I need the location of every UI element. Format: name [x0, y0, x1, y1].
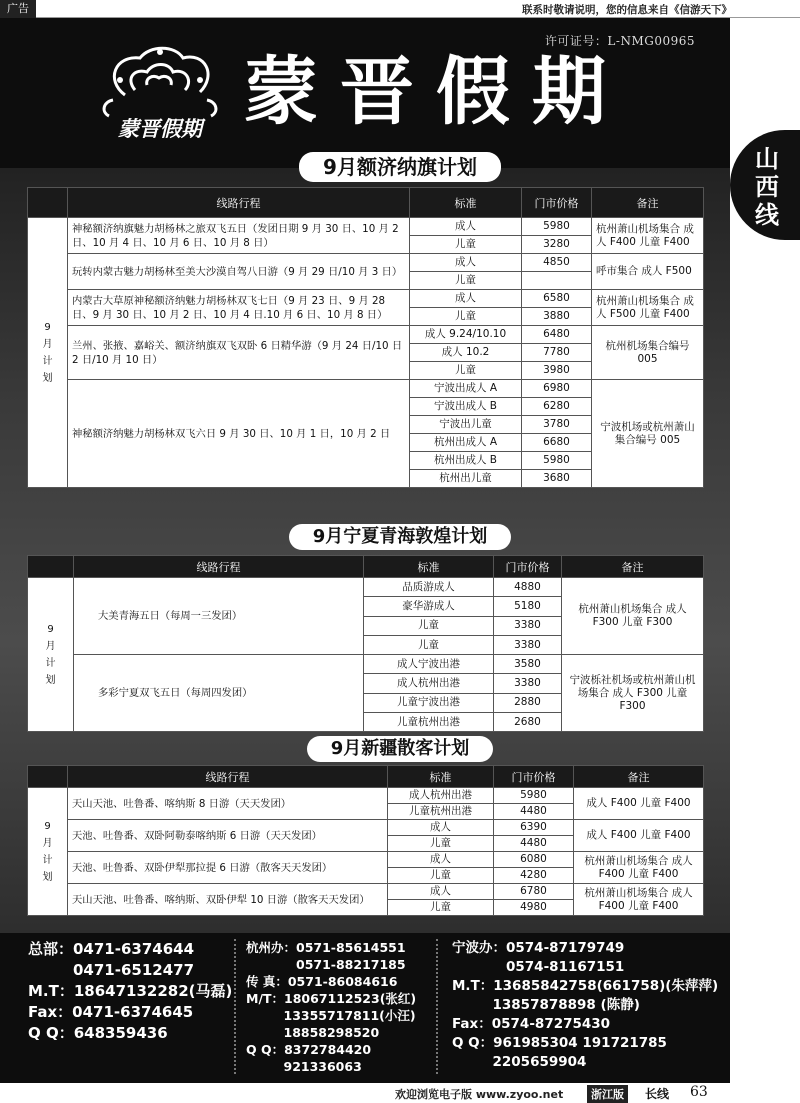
price-cell: 6080: [494, 852, 574, 868]
contact-line: Q Q：648359436: [28, 1024, 168, 1042]
standard-cell: 儿童: [410, 362, 522, 380]
price-cell: 6390: [494, 820, 574, 836]
table-row: [28, 655, 704, 674]
column-header: 备注: [562, 556, 704, 578]
table-row: [28, 788, 704, 804]
standard-cell: 儿童: [364, 616, 494, 635]
table-row: [28, 380, 704, 398]
route-name: 内蒙古大草原神秘额济纳魅力胡杨林双飞七日（9 月 23 日、9 月 28 日、9 月 30 日、10 月 2 日、10 月 4 日.10 月 6 日、10 月 8 日）: [68, 290, 410, 326]
note-cell: 宁波栎社机场或杭州萧山机场集合 成人 F300 儿童 F300: [562, 655, 704, 732]
contact-line: Fax：0574-87275430: [452, 1016, 611, 1032]
contact-hangzhou: [246, 939, 416, 1075]
column-header: 门市价格: [522, 188, 592, 218]
section-title-xinjiang: 9月新疆散客计划: [0, 736, 800, 762]
contact-line: 921336063: [246, 1059, 362, 1074]
standard-cell: 成人 10.2: [410, 344, 522, 362]
side-tab[interactable]: [730, 130, 800, 240]
price-cell: 3280: [522, 236, 592, 254]
column-header: 标准: [364, 556, 494, 578]
column-header: 备注: [592, 188, 704, 218]
standard-cell: 宁波出成人 B: [410, 398, 522, 416]
standard-cell: 儿童: [388, 900, 494, 916]
contact-line: 0571-88217185: [246, 957, 406, 972]
route-name: 神秘额济纳魅力胡杨林双飞六日 9 月 30 日、10 月 1 日，10 月 2 日: [68, 380, 410, 488]
plan-label-cell: [28, 578, 74, 732]
price-cell: 6580: [522, 290, 592, 308]
plan-label-char: 9: [44, 321, 51, 333]
contact-line: 总部：0471-6374644: [28, 940, 195, 958]
price-cell: 3380: [494, 674, 562, 693]
contact-line: 0471-6512477: [28, 961, 195, 979]
bottom-bar: [0, 1083, 800, 1103]
plan-label-char: 计: [45, 657, 56, 669]
standard-cell: 成人杭州出港: [364, 674, 494, 693]
plan-label-char: 9: [44, 820, 51, 832]
column-header: 线路行程: [74, 556, 364, 578]
route-name: 天池、吐鲁番、双卧伊犁那拉提 6 日游（散客天天发团）: [68, 852, 388, 884]
standard-cell: 成人: [410, 290, 522, 308]
standard-cell: 儿童: [410, 272, 522, 290]
contact-line: 2205659904: [452, 1054, 587, 1070]
table-row: [28, 326, 704, 344]
table-row: [28, 884, 704, 900]
standard-cell: 宁波出儿童: [410, 416, 522, 434]
contact-line: Q Q：961985304 191721785: [452, 1035, 667, 1051]
contact-line: M/T：18067112523(张红): [246, 991, 417, 1006]
contact-line: M.T：13685842758(661758)(朱萍萍): [452, 978, 719, 994]
price-cell: 4480: [494, 836, 574, 852]
note-cell: 杭州萧山机场集合 成人 F400 儿童 F400: [574, 852, 704, 884]
contact-line: Q Q：8372784420: [246, 1042, 372, 1057]
route-name: 天山天池、吐鲁番、喀纳斯 8 日游（天天发团）: [68, 788, 388, 820]
section-title-ejina: 9月额济纳旗计划: [0, 152, 800, 182]
column-header: 线路行程: [68, 766, 388, 788]
route-name: 大美青海五日（每周一三发团）: [74, 578, 364, 655]
route-name: 玩转内蒙古魅力胡杨林至美大沙漠自驾八日游（9 月 29 日/10 月 3 日）: [68, 254, 410, 290]
standard-cell: 儿童杭州出港: [388, 804, 494, 820]
note-cell: 成人 F400 儿童 F400: [574, 820, 704, 852]
price-cell: 5980: [494, 788, 574, 804]
contact-line: 18858298520: [246, 1025, 380, 1040]
column-header: 标准: [388, 766, 494, 788]
price-cell: 6480: [522, 326, 592, 344]
price-cell: [522, 272, 592, 290]
plan-label-char: 月: [42, 338, 53, 350]
plan-label-char: 月: [45, 640, 56, 652]
table-row: [28, 820, 704, 836]
route-name: 兰州、张掖、嘉峪关、额济纳旗双飞双卧 6 日精华游（9 月 24 日/10 日 2 日/10 月 10 日）: [68, 326, 410, 380]
table-xinjiang: [27, 765, 703, 916]
contact-line: M.T：18647132282(马磊): [28, 982, 233, 1000]
plan-label-char: 划: [45, 674, 56, 686]
price-cell: 3680: [522, 470, 592, 488]
standard-cell: 儿童: [388, 836, 494, 852]
price-cell: 4280: [494, 868, 574, 884]
column-header: 门市价格: [494, 766, 574, 788]
logo-text: 蒙晋假期: [118, 116, 202, 141]
note-cell: 成人 F400 儿童 F400: [574, 788, 704, 820]
plan-label-cell: [28, 788, 68, 916]
price-cell: 3380: [494, 635, 562, 654]
side-tab-label: 山西线: [755, 145, 779, 229]
standard-cell: 成人: [388, 884, 494, 900]
standard-cell: 杭州出成人 A: [410, 434, 522, 452]
standard-cell: 成人: [410, 254, 522, 272]
price-cell: 5980: [522, 452, 592, 470]
note-cell: 杭州萧山机场集合 成人 F500 儿童 F400: [592, 290, 704, 326]
column-header: 备注: [574, 766, 704, 788]
brand-title: 蒙晋假期: [244, 49, 628, 135]
price-cell: 6780: [494, 884, 574, 900]
table-row: [28, 578, 704, 597]
price-cell: 2880: [494, 693, 562, 712]
price-cell: 6980: [522, 380, 592, 398]
divider: [436, 939, 438, 1074]
plan-label-cell: [28, 218, 68, 488]
contact-ningbo: [452, 939, 718, 1072]
standard-cell: 儿童宁波出港: [364, 693, 494, 712]
province-tag: 浙江版: [587, 1085, 628, 1103]
standard-cell: 儿童: [410, 308, 522, 326]
table-header-row: [28, 188, 704, 218]
note-cell: 宁波机场或杭州萧山集合编号 005: [592, 380, 704, 488]
route-name: 天山天池、吐鲁番、喀纳斯、双卧伊犁 10 日游（散客天天发团）: [68, 884, 388, 916]
price-cell: 3880: [522, 308, 592, 326]
price-cell: 6280: [522, 398, 592, 416]
column-header: 线路行程: [68, 188, 410, 218]
price-table: [27, 765, 704, 916]
price-cell: 4480: [494, 804, 574, 820]
standard-cell: 品质游成人: [364, 578, 494, 597]
standard-cell: 儿童杭州出港: [364, 713, 494, 732]
route-name: 神秘额济纳旗魅力胡杨林之旅双飞五日（发团日期 9 月 30 日、10 月 2 日、10 月 4 日、10 月 6 日、10 月 8 日）: [68, 218, 410, 254]
price-cell: 3980: [522, 362, 592, 380]
price-cell: 6680: [522, 434, 592, 452]
price-cell: 7780: [522, 344, 592, 362]
price-cell: 4850: [522, 254, 592, 272]
standard-cell: 儿童: [364, 635, 494, 654]
price-cell: 3380: [494, 616, 562, 635]
price-cell: 4980: [494, 900, 574, 916]
table-row: [28, 852, 704, 868]
standard-cell: 成人: [410, 218, 522, 236]
contact-line: 杭州办：0571-85614551: [246, 940, 406, 955]
contact-footer: [0, 933, 730, 1083]
price-cell: 3580: [494, 655, 562, 674]
route-name: 多彩宁夏双飞五日（每周四发团）: [74, 655, 364, 732]
line-label: 长线: [645, 1087, 670, 1101]
contact-line: 13355717811(小汪): [246, 1008, 416, 1023]
brand-logo-icon: [95, 40, 225, 145]
price-table: [27, 555, 704, 732]
site-link[interactable]: 欢迎浏览电子版 www.zyoo.net: [395, 1088, 564, 1101]
column-header: [28, 188, 68, 218]
standard-cell: 杭州出儿童: [410, 470, 522, 488]
table-ningxia: [27, 555, 703, 732]
plan-label-char: 9: [47, 623, 54, 635]
standard-cell: 成人: [388, 852, 494, 868]
note-cell: 杭州萧山机场集合 成人 F300 儿童 F300: [562, 578, 704, 655]
standard-cell: 成人杭州出港: [388, 788, 494, 804]
divider: [234, 939, 236, 1074]
standard-cell: 儿童: [388, 868, 494, 884]
plan-label-char: 计: [42, 355, 53, 367]
standard-cell: 杭州出成人 B: [410, 452, 522, 470]
plan-label-char: 计: [42, 854, 53, 866]
license-number: 许可证号：L-NMG00965: [544, 34, 695, 48]
standard-cell: 宁波出成人 A: [410, 380, 522, 398]
plan-label-char: 划: [42, 871, 53, 883]
column-header: [28, 556, 74, 578]
standard-cell: 豪华游成人: [364, 597, 494, 616]
contact-line: 13857878898 (陈静): [452, 997, 640, 1013]
note-cell: 杭州机场集合编号 005: [592, 326, 704, 380]
contact-line: 传 真：0571-86084616: [246, 974, 398, 989]
price-cell: 5980: [522, 218, 592, 236]
price-cell: 4880: [494, 578, 562, 597]
table-row: [28, 290, 704, 308]
price-table: [27, 187, 704, 488]
ad-tag: 广告: [0, 0, 36, 18]
column-header: [28, 766, 68, 788]
column-header: 门市价格: [494, 556, 562, 578]
plan-label-char: 划: [42, 372, 53, 384]
standard-cell: 成人宁波出港: [364, 655, 494, 674]
table-header-row: [28, 556, 704, 578]
section-title-ningxia: 9月宁夏青海敦煌计划: [0, 524, 800, 550]
page-number: 63: [690, 1084, 708, 1100]
price-cell: 3780: [522, 416, 592, 434]
table-row: [28, 218, 704, 236]
note-cell: 杭州萧山机场集合 成人 F400 儿童 F400: [592, 218, 704, 254]
price-cell: 2680: [494, 713, 562, 732]
route-name: 天池、吐鲁番、双卧阿勒泰喀纳斯 6 日游（天天发团）: [68, 820, 388, 852]
standard-cell: 成人: [388, 820, 494, 836]
table-ejina: [27, 187, 703, 488]
table-header-row: [28, 766, 704, 788]
standard-cell: 儿童: [410, 236, 522, 254]
column-header: 标准: [410, 188, 522, 218]
standard-cell: 成人 9.24/10.10: [410, 326, 522, 344]
contact-line: 0574-81167151: [452, 959, 625, 975]
table-row: [28, 254, 704, 272]
price-cell: 5180: [494, 597, 562, 616]
note-cell: 杭州萧山机场集合 成人 F400 儿童 F400: [574, 884, 704, 916]
plan-label-char: 月: [42, 837, 53, 849]
contact-line: 宁波办：0574-87179749: [452, 940, 625, 956]
contact-hq: [28, 939, 232, 1044]
top-strip: [0, 0, 800, 18]
source-notice: 联系时敬请说明，您的信息来自《信游天下》: [522, 4, 732, 16]
contact-line: Fax：0471-6374645: [28, 1003, 194, 1021]
note-cell: 呼市集合 成人 F500: [592, 254, 704, 290]
